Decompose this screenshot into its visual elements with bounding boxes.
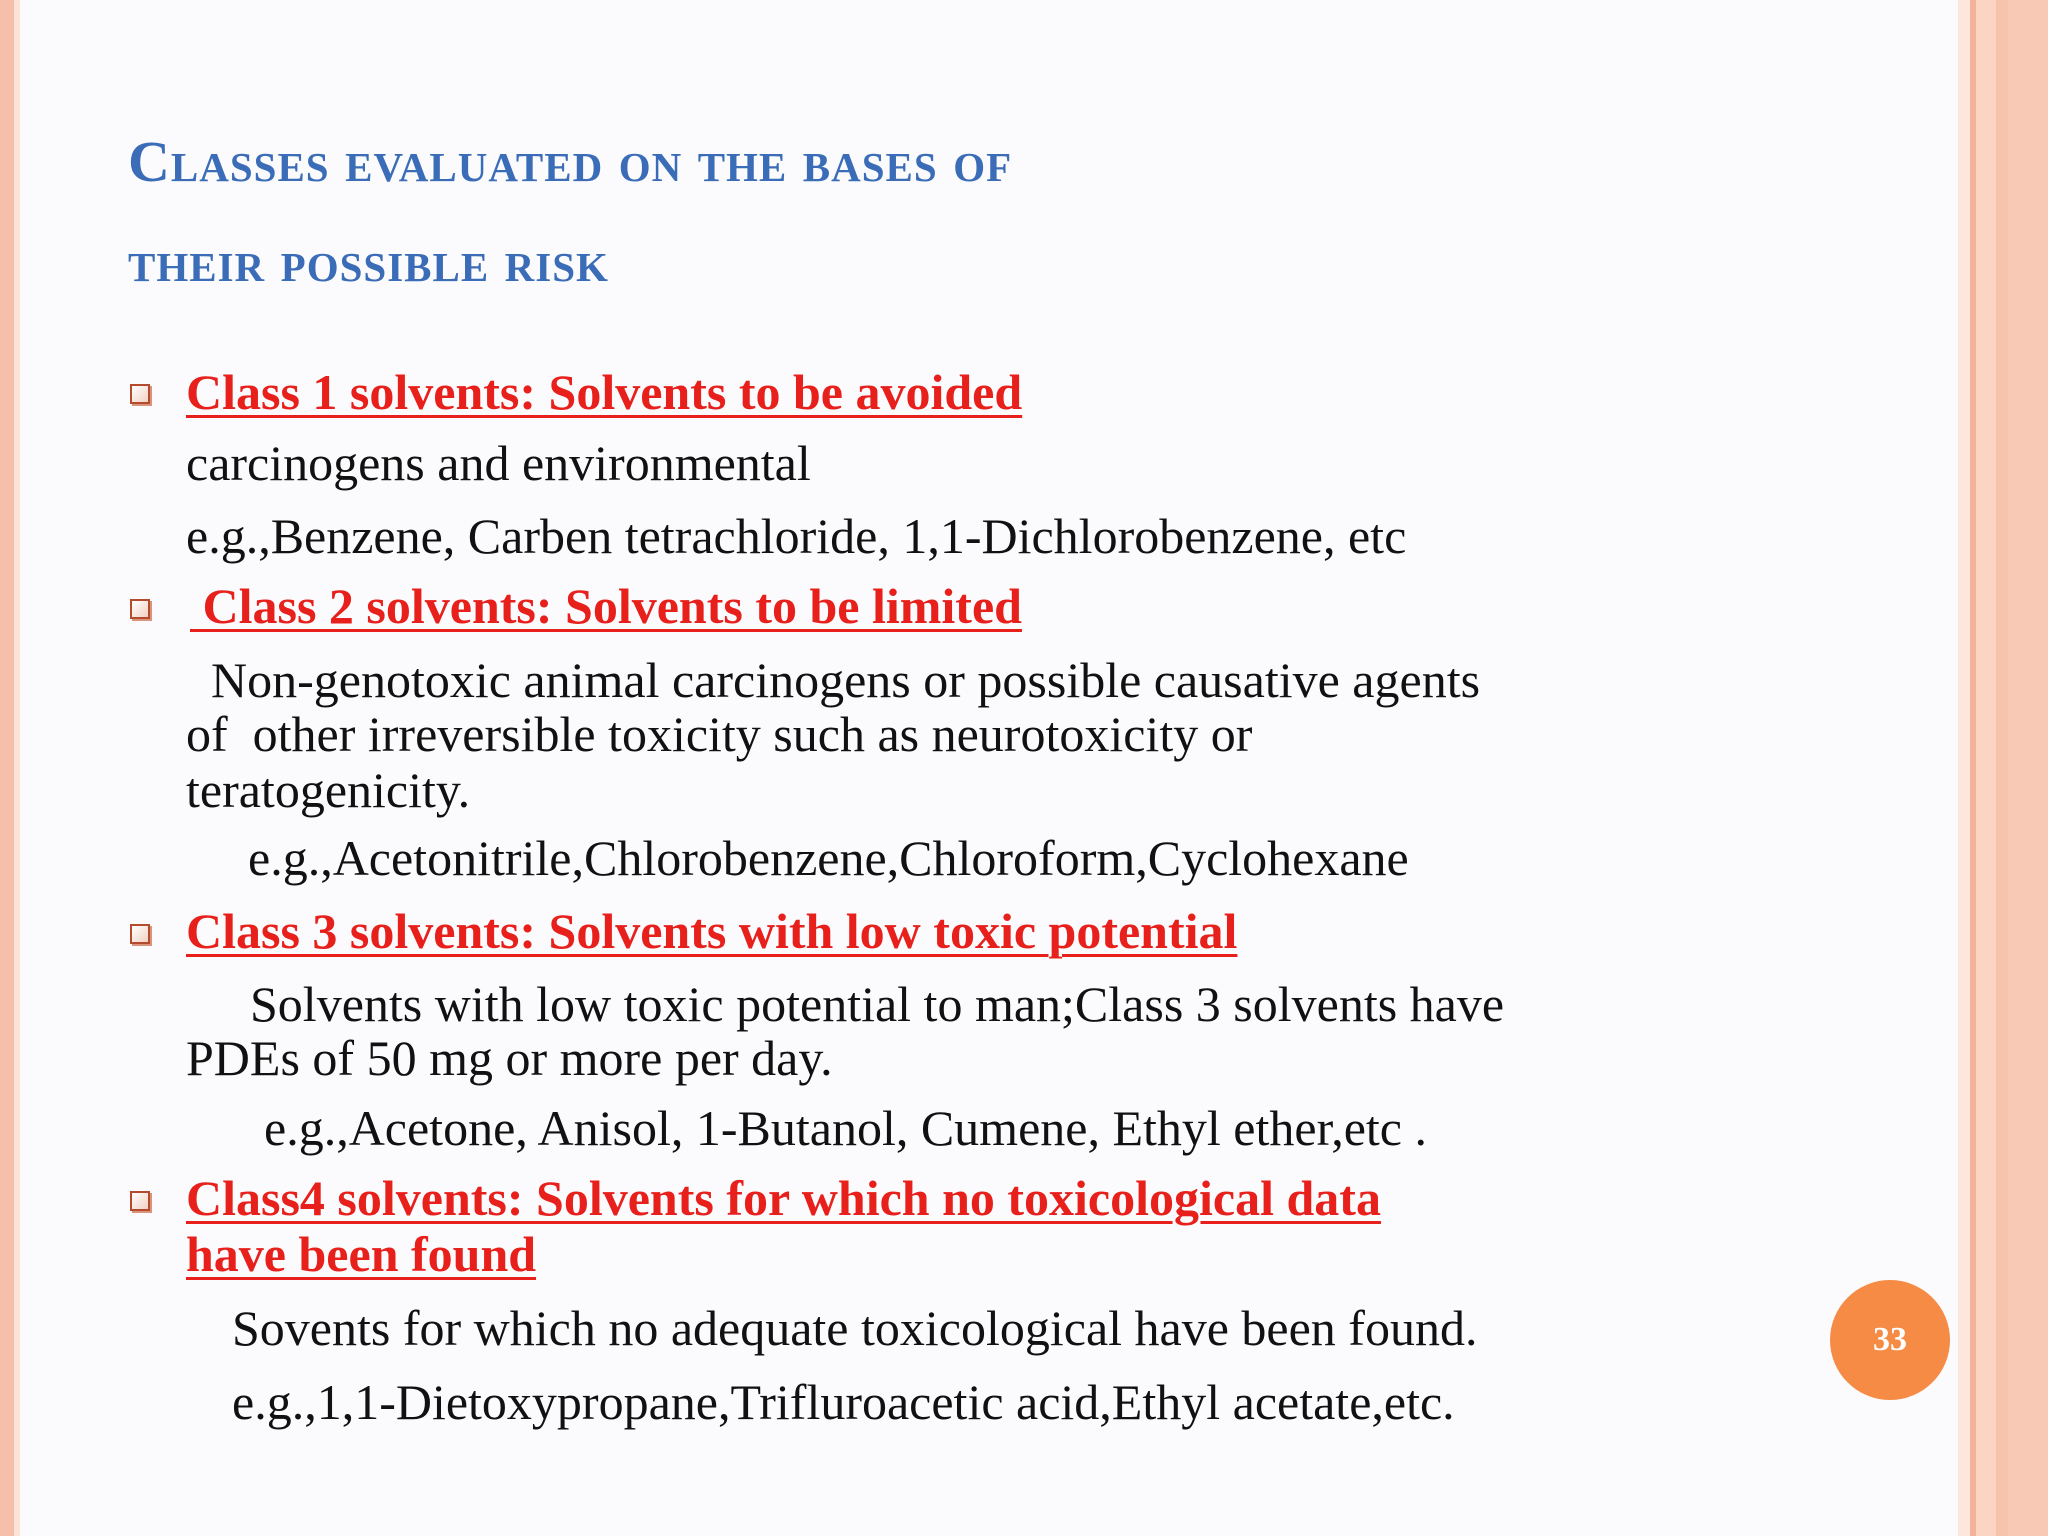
class-1-heading: Class 1 solvents: Solvents to be avoided: [186, 364, 1023, 420]
class-2-description-line-3: teratogenicity.: [186, 762, 471, 818]
class-1-examples: e.g.,Benzene, Carben tetrachloride, 1,1-Dichlorobenzene, etc: [186, 508, 1407, 564]
square-bullet-icon: [130, 1191, 150, 1211]
class-2-heading: Class 2 solvents: Solvents to be limited: [190, 578, 1022, 634]
title-line-1: Classes evaluated on the bases of: [128, 129, 1013, 194]
square-bullet-icon: [130, 599, 150, 619]
class-2-description-line-1: Non-genotoxic animal carcinogens or possible causative agents: [186, 652, 1481, 708]
square-bullet-icon: [130, 924, 150, 944]
class-4-description: Sovents for which no adequate toxicological have been found.: [232, 1300, 1478, 1356]
title-line-2: their possible risk: [128, 229, 609, 294]
right-border-stripe: [1996, 0, 2008, 1536]
right-border-stripe: [2008, 0, 2048, 1536]
class-1-description: carcinogens and environmental: [186, 435, 811, 491]
right-border-stripe: [1976, 0, 1996, 1536]
class-3-heading: Class 3 solvents: Solvents with low toxic potential: [186, 903, 1238, 959]
class-4-heading-line-2: have been found: [186, 1226, 537, 1282]
class-4-examples: e.g.,1,1-Dietoxypropane,Trifluroacetic acid,Ethyl acetate,etc.: [232, 1374, 1455, 1430]
page-number-badge: 33: [1830, 1280, 1950, 1400]
right-border-stripe: [1958, 0, 1970, 1536]
class-3-description-line-1: Solvents with low toxic potential to man;Class 3 solvents have: [250, 976, 1505, 1032]
class-2-description-line-2: of other irreversible toxicity such as neurotoxicity or: [186, 706, 1253, 762]
square-bullet-icon: [130, 384, 150, 404]
class-2-examples: e.g.,Acetonitrile,Chlorobenzene,Chloroform,Cyclohexane: [248, 830, 1409, 886]
class-3-examples: e.g.,Acetone, Anisol, 1-Butanol, Cumene, Ethyl ether,etc .: [264, 1100, 1427, 1156]
class-3-description-line-2: PDEs of 50 mg or more per day.: [186, 1030, 833, 1086]
class-4-heading-line-1: Class4 solvents: Solvents for which no toxicological data: [186, 1170, 1381, 1226]
